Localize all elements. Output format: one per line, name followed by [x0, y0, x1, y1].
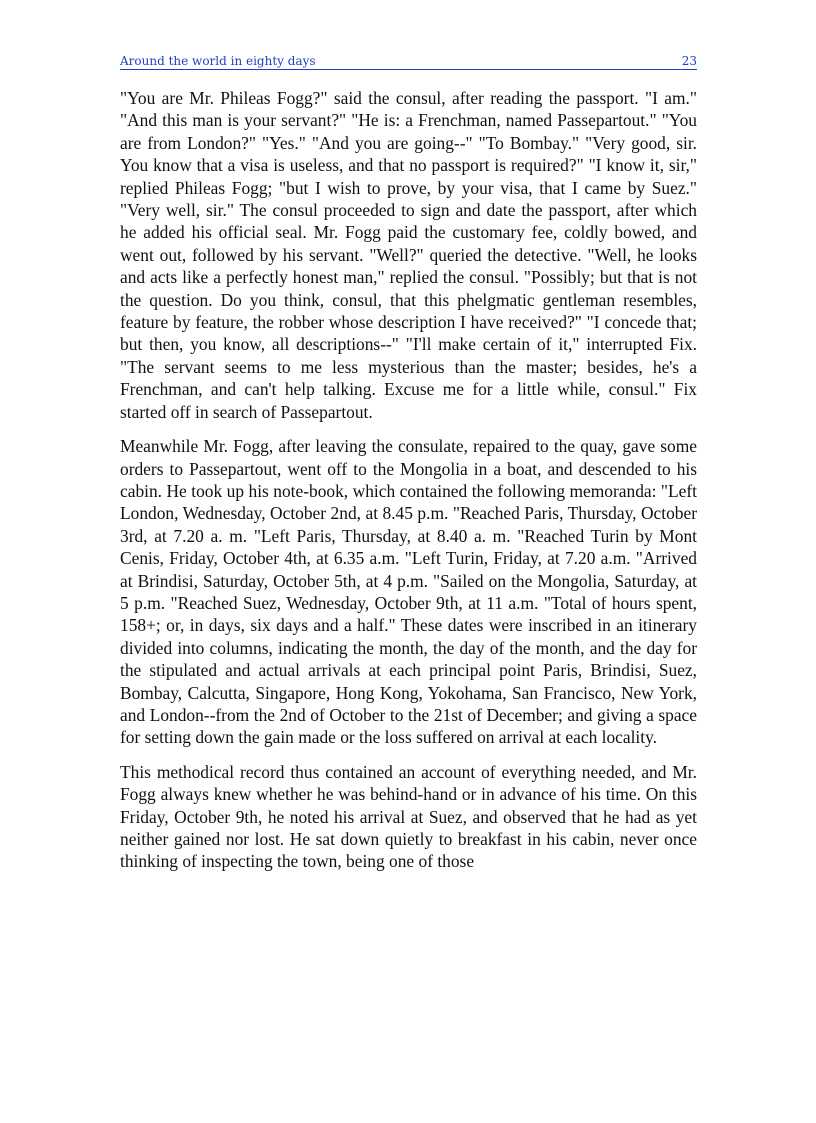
running-header — [120, 53, 697, 70]
book-title: Around the world in eighty days — [120, 54, 316, 68]
page-number: 23 — [681, 54, 697, 68]
paragraph-1: "You are Mr. Phileas Fogg?" said the consul, after reading the passport. "I am." "And this man is your servant?" "He is: a Frenchman, named Passepartout." "You are from London?" "Yes." "And you are going--" "To Bombay." "Very good, sir. You know that a visa is useless, and that no passport is required?" "I know it, sir," replied Phileas Fogg; "but I wish to prove, by your visa, that I came by Suez." "Very well, sir." The consul proceeded to sign and date the passport, after which he added his official seal. Mr. Fogg paid the customary fee, coldly bowed, and went out, followed by his servant. "Well?" queried the detective. "Well, he looks and acts like a perfectly honest man," replied the consul. "Possibly; but that is not the question. Do you think, consul, that this phelgmatic gentleman resembles, feature by feature, the robber whose description I have received?" "I concede that; but then, you know, all descriptions--" "I'll make certain of it," interrupted Fix. "The servant seems to me less mysterious than the master; besides, he's a Frenchman, and can't help talking. Excuse me for a little while, consul." Fix started off in search of Passepartout. — [120, 88, 697, 422]
body-text — [120, 87, 697, 885]
paragraph-3: This methodical record thus contained an account of everything needed, and Mr. Fogg always knew whether he was behind-hand or in advance of his time. On this Friday, October 9th, he noted his arrival at Suez, and observed that he had as yet neither gained nor lost. He sat down quietly to breakfast in his cabin, never once thinking of inspecting the town, being one of those — [120, 761, 697, 872]
paragraph-2: Meanwhile Mr. Fogg, after leaving the consulate, repaired to the quay, gave some orders to Passepartout, went off to the Mongolia in a boat, and descended to his cabin. He took up his note-book, which contained the following memoranda: "Left London, Wednesday, October 2nd, at 8.45 p.m. "Reached Paris, Thursday, October 3rd, at 7.20 a. m. "Left Paris, Thursday, at 8.40 a. m. "Reached Turin by Mont Cenis, Friday, October 4th, at 6.35 a.m. "Left Turin, Friday, at 7.20 a.m. "Arrived at Brindisi, Saturday, October 5th, at 4 p.m. "Sailed on the Mongolia, Saturday, at 5 p.m. "Reached Suez, Wednesday, October 9th, at 11 a.m. "Total of hours spent, 158+; or, in days, six days and a half." These dates were inscribed in an itinerary divided into columns, indicating the month, the day of the month, and the day for the stipulated and actual arrivals at each principal point Paris, Brindisi, Suez, Bombay, Calcutta, Singapore, Hong Kong, Yokohama, San Francisco, New York, and London--from the 2nd of October to the 21st of December; and giving a space for setting down the gain made or the loss suffered on arrival at each locality. — [120, 436, 697, 748]
